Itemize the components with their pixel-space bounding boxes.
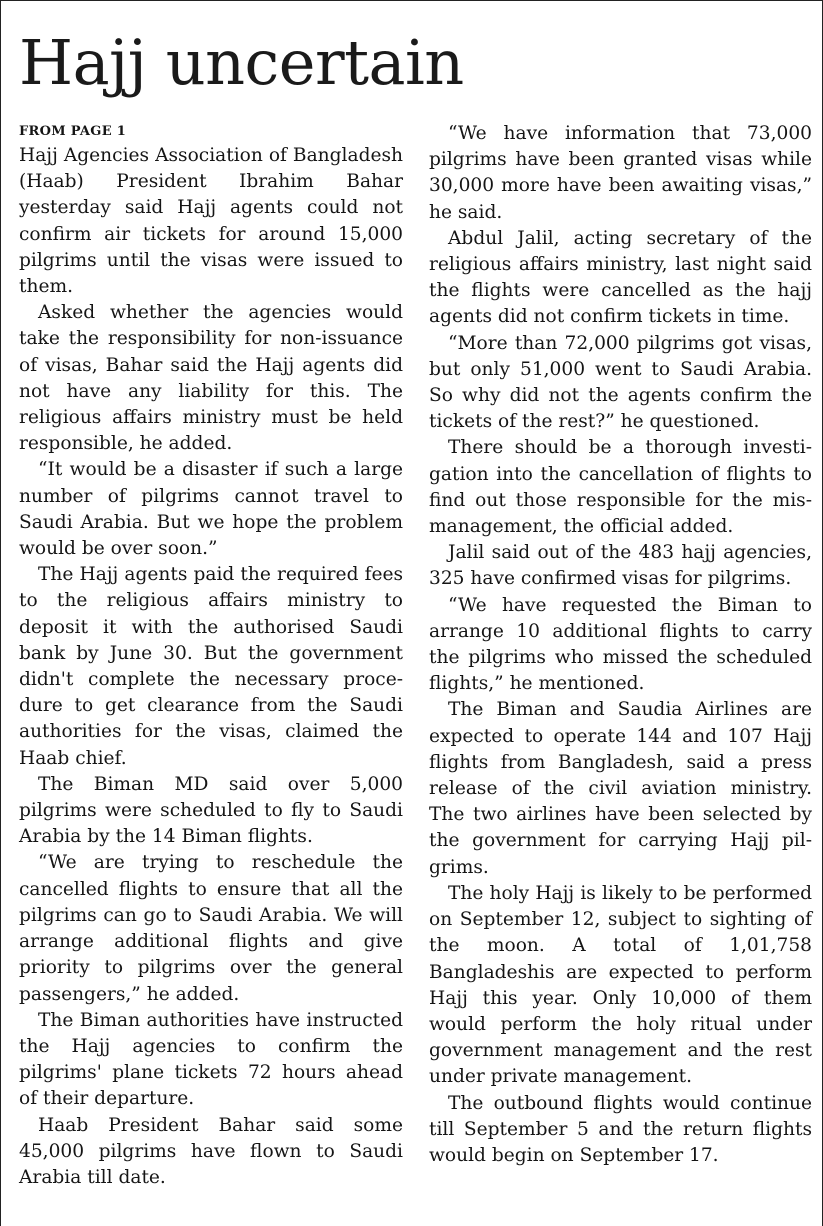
paragraph: The holy Hajj is likely to be performed on September 12, subject to sighting of the moon. A total of 1,01,758 Bangladeshis are expected to perform Hajj this year. Only 10,000 of them would perform the holy ritual under government management and the rest under private management. bbox=[429, 882, 812, 1088]
paragraph: Hajj Agencies Association of Bangladesh (Haab) President Ibrahim Bahar yesterday said Hajj agents could not confirm air tickets for around 15,000 pilgrims until the visas were issued to them. bbox=[19, 145, 403, 298]
paragraph: The outbound flights would continue till September 5 and the return flights would begin on September 17. bbox=[429, 1092, 812, 1166]
paragraph: Haab President Bahar said some 45,000 pilgrims have flown to Saudi Arabia till date. bbox=[19, 1114, 403, 1188]
right-column bbox=[429, 121, 812, 1169]
paragraph: “We have information that 73,000 pilgrims have been granted visas while 30,000 more have been awaiting visas,” he said. bbox=[429, 123, 812, 223]
paragraph: “We are trying to reschedule the cancelled flights to ensure that all the pilgrims can go to Saudi Arabia. We will arrange additional flights and give priority to pilgrims over the general passengers,” he added. bbox=[19, 852, 403, 1005]
paragraph: Abdul Jalil, acting secretary of the religious affairs ministry, last night said the flights were cancelled as the hajj agents did not confirm tickets in time. bbox=[429, 227, 812, 328]
paragraph: The Biman and Saudia Airlines are expected to operate 144 and 107 Hajj flights from Bangladesh, said a press release of the civil aviation ministry. The two airlines have been selected by the government for carrying Hajj pilgrims. bbox=[429, 699, 812, 878]
paragraph: The Biman MD said over 5,000 pilgrims were scheduled to fly to Saudi Arabia by the 14 Biman flights. bbox=[19, 773, 403, 848]
paragraph: The Biman authorities have instructed the Hajj agencies to confirm the pilgrims' plane tickets 72 hours ahead of their departure. bbox=[19, 1009, 403, 1110]
paragraph: Asked whether the agencies would take the responsibility for non-issuance of visas, Bahar said the Hajj agents did not have any liability for this. The religious affairs ministry must be held responsible, he added. bbox=[19, 302, 403, 455]
paragraph: “More than 72,000 pilgrims got visas, but only 51,000 went to Saudi Arabia. So why did not the agents confirm the tickets of the rest?” he questioned. bbox=[429, 332, 812, 433]
headline: Hajj uncertain bbox=[19, 26, 464, 99]
paragraph: “We have requested the Biman to arrange 10 additional flights to carry the pilgrims who missed the scheduled flights,” he mentioned. bbox=[429, 594, 812, 695]
paragraph: There should be a thorough investigation into the cancellation of flights to find out those responsible for the mismanagement, the official added. bbox=[429, 437, 812, 538]
paragraph: Jalil said out of the 483 hajj agencies, 325 have confirmed visas for pilgrims. bbox=[429, 542, 812, 590]
paragraph: “It would be a disaster if such a large number of pilgrims cannot travel to Saudi Arabia. But we hope the problem would be over soon.” bbox=[19, 459, 403, 560]
from-page-kicker: FROM PAGE 1 bbox=[19, 124, 127, 139]
paragraph: The Hajj agents paid the required fees to the religious affairs ministry to deposit it with the authorised Saudi bank by June 30. But the government didn't complete the necessary procedure to get clearance from the Saudi authorities for the visas, claimed the Haab chief. bbox=[19, 564, 403, 769]
left-column bbox=[19, 121, 403, 1191]
